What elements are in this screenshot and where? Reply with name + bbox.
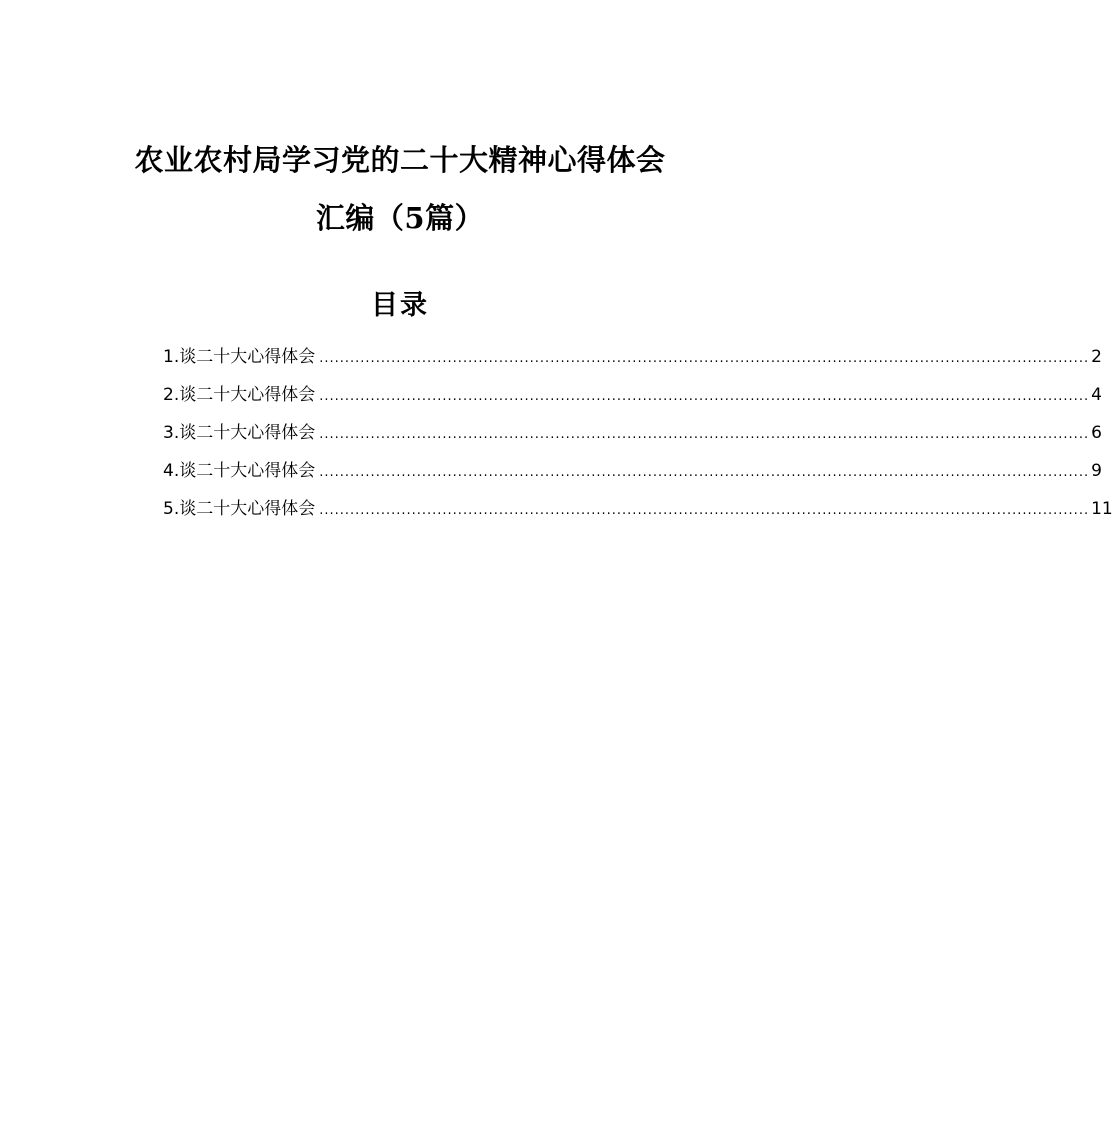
toc-entry-label: 1.谈二十大心得体会 <box>163 347 316 367</box>
toc-page-number: 2 <box>1091 347 1102 367</box>
toc-entry-2[interactable] <box>163 376 1102 414</box>
toc-page-number: 6 <box>1091 423 1102 443</box>
toc-dot-leader: ...................................................................................................................................................... <box>319 503 1090 518</box>
toc-heading: 目录 <box>371 290 429 321</box>
table-of-contents <box>163 338 1113 528</box>
toc-dot-leader: ...................................................................................................................................................... <box>319 427 1090 442</box>
document-title-line-1: 农业农村局学习党的二十大精神心得体会 <box>134 143 666 177</box>
toc-entry-label: 5.谈二十大心得体会 <box>163 499 316 519</box>
toc-dot-leader: ...................................................................................................................................................... <box>319 351 1090 366</box>
toc-entry-label: 3.谈二十大心得体会 <box>163 423 316 443</box>
toc-entry-label: 2.谈二十大心得体会 <box>163 385 316 405</box>
toc-page-number: 9 <box>1091 461 1102 481</box>
toc-page-number: 11 <box>1091 499 1113 519</box>
toc-entry-3[interactable] <box>163 414 1102 452</box>
toc-entry-1[interactable] <box>163 338 1102 376</box>
toc-entry-4[interactable] <box>163 452 1102 490</box>
toc-dot-leader: ...................................................................................................................................................... <box>319 389 1090 404</box>
toc-entry-5[interactable] <box>163 490 1113 528</box>
toc-dot-leader: ...................................................................................................................................................... <box>319 465 1090 480</box>
toc-entry-label: 4.谈二十大心得体会 <box>163 461 316 481</box>
toc-page-number: 4 <box>1091 385 1102 405</box>
document-title-line-2: 汇编（5篇） <box>315 201 485 235</box>
